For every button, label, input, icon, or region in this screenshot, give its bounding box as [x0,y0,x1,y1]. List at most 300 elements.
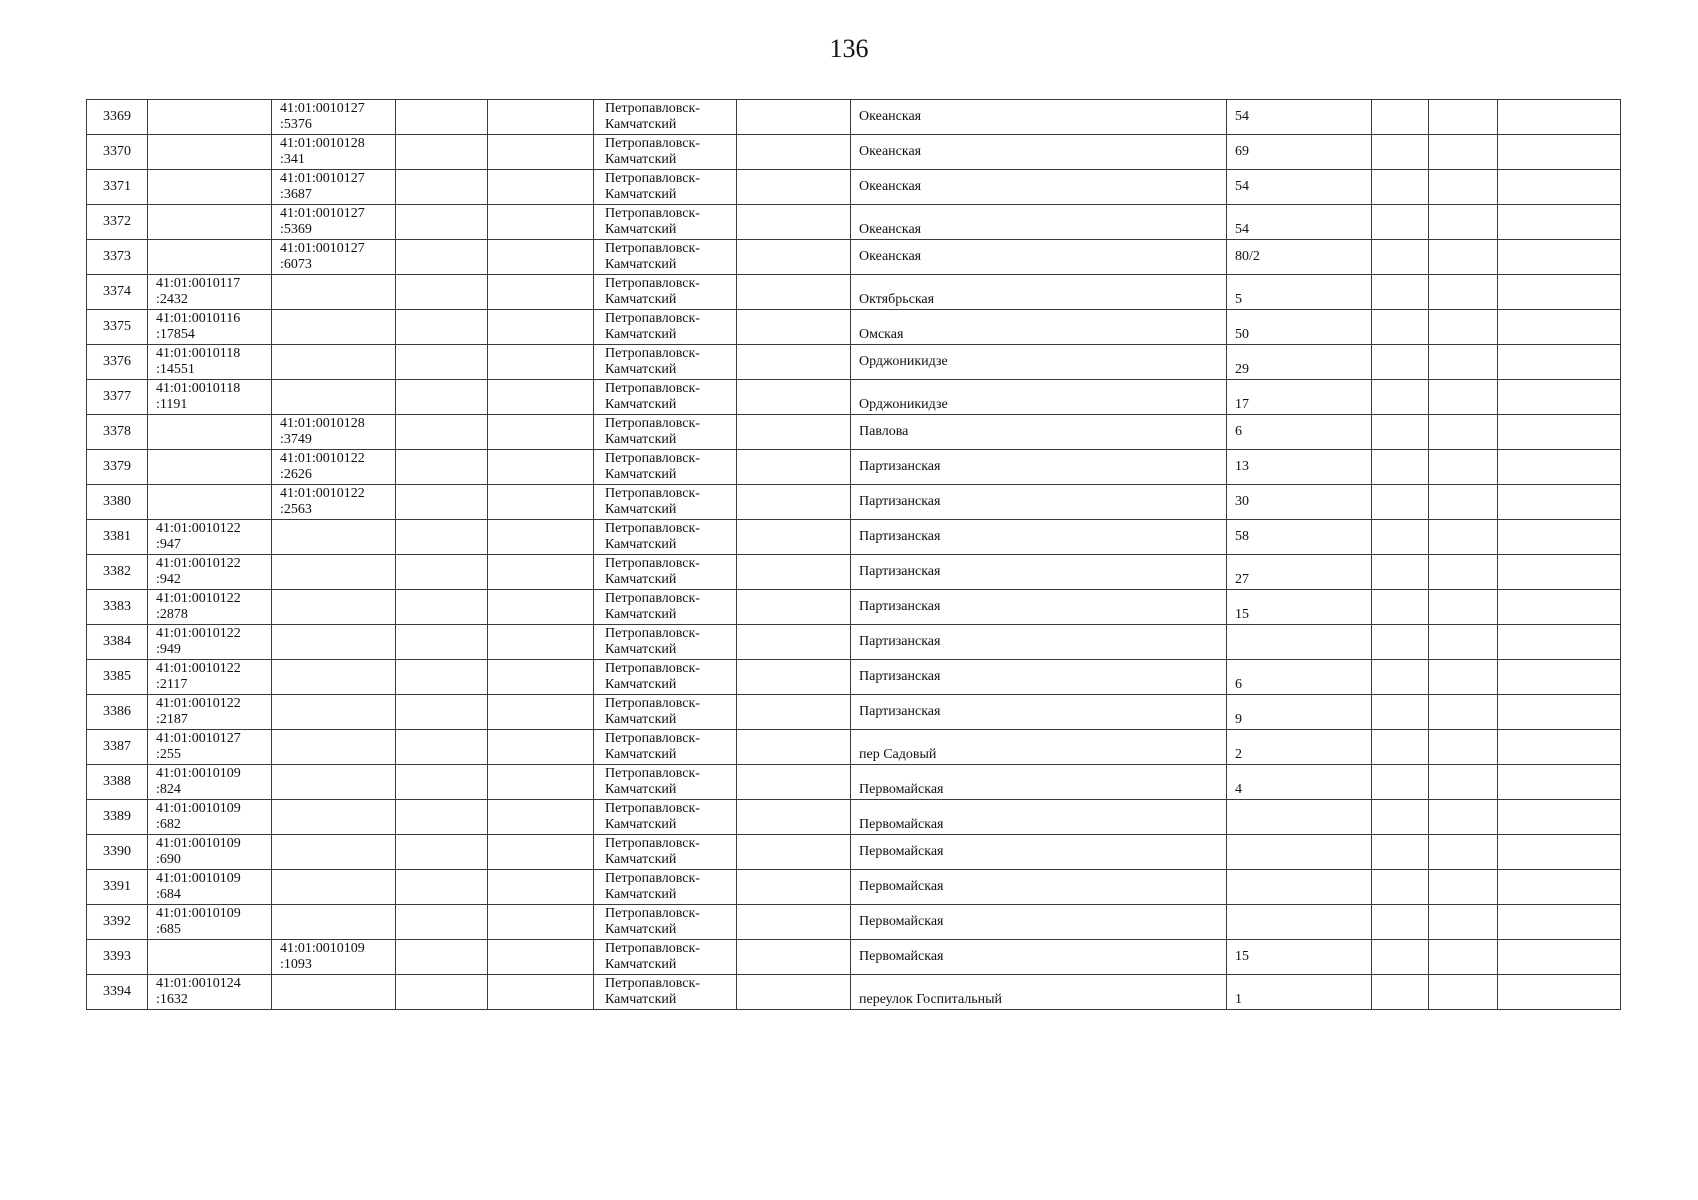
cadastral-number-alt-cell [272,100,396,135]
empty-cell [1498,135,1621,170]
cadastral-number-alt-cell [272,660,396,695]
house-number-cell: 6 [1227,415,1372,450]
city-line-1: Петропавловск- [605,136,700,151]
cadastral-number-line-1: 41:01:0010124 [156,976,241,991]
empty-cell [1498,660,1621,695]
city-line-1: Петропавловск- [605,801,700,816]
cadastral-number-alt-line-2: :3687 [280,187,312,202]
house-number-cell: 54 [1227,205,1372,240]
cadastral-number-alt-cell [272,310,396,345]
empty-cell [737,730,851,765]
city-line-2: Камчатский [605,957,677,972]
cadastral-number-line-2: :2117 [156,677,188,692]
cadastral-number-line-2: :942 [156,572,181,587]
cadastral-number-alt-line-1: 41:01:0010128 [280,136,365,151]
cadastral-number-cell [148,450,272,485]
city-line-1: Петропавловск- [605,241,700,256]
cadastral-number-line-2: :17854 [156,327,195,342]
empty-cell [1372,730,1429,765]
page-number: 136 [829,34,869,63]
empty-cell [1498,905,1621,940]
cadastral-number-line-2: :2878 [156,607,188,622]
city-cell [594,660,737,695]
city-line-1: Петропавловск- [605,836,700,851]
cadastral-number-alt-line-2: :1093 [280,957,312,972]
row-number-cell: 3370 [87,135,148,170]
cadastral-number-line-1: 41:01:0010109 [156,836,241,851]
city-line-2: Камчатский [605,852,677,867]
house-number-cell [1227,800,1372,835]
table-row [87,380,1621,415]
row-number-cell: 3380 [87,485,148,520]
table-row [87,660,1621,695]
cadastral-number-alt-line-1: 41:01:0010109 [280,941,365,956]
cadastral-number-line-2: :2432 [156,292,188,307]
table-row [87,835,1621,870]
table-row [87,590,1621,625]
cadastral-number-alt-line-2: :5376 [280,117,312,132]
empty-cell [488,975,594,1010]
house-number-cell [1227,835,1372,870]
empty-cell [1429,800,1498,835]
cadastral-number-alt-cell [272,380,396,415]
cadastral-number-line-1: 41:01:0010109 [156,801,241,816]
empty-cell [396,905,488,940]
cadastral-number-alt-cell [272,975,396,1010]
empty-cell [1429,170,1498,205]
city-line-2: Камчатский [605,152,677,167]
empty-cell [396,590,488,625]
cadastral-number-line-1: 41:01:0010122 [156,521,241,536]
empty-cell [488,625,594,660]
city-cell [594,835,737,870]
empty-cell [396,555,488,590]
empty-cell [1372,520,1429,555]
cadastral-number-cell [148,100,272,135]
row-number-cell: 3371 [87,170,148,205]
empty-cell [396,870,488,905]
cadastral-number-alt-line-2: :6073 [280,257,312,272]
cadastral-number-cell [148,975,272,1010]
city-cell [594,905,737,940]
empty-cell [488,590,594,625]
empty-cell [1498,765,1621,800]
street-cell: Омская [851,310,1227,345]
table-row [87,485,1621,520]
city-line-2: Камчатский [605,712,677,727]
cadastral-number-line-1: 41:01:0010109 [156,906,241,921]
cadastral-number-line-1: 41:01:0010116 [156,311,241,326]
empty-cell [488,660,594,695]
empty-cell [737,765,851,800]
row-number-cell: 3386 [87,695,148,730]
cadastral-number-line-1: 41:01:0010122 [156,696,241,711]
city-line-2: Камчатский [605,327,677,342]
table-row [87,240,1621,275]
cadastral-number-alt-cell [272,275,396,310]
empty-cell [396,100,488,135]
empty-cell [488,100,594,135]
city-line-2: Камчатский [605,572,677,587]
cadastral-number-cell [148,135,272,170]
empty-cell [1498,625,1621,660]
empty-cell [396,835,488,870]
city-cell [594,625,737,660]
empty-cell [1372,660,1429,695]
cadastral-number-cell [148,835,272,870]
street-cell: Партизанская [851,590,1227,625]
empty-cell [1372,870,1429,905]
empty-cell [488,870,594,905]
house-number-cell [1227,905,1372,940]
cadastral-number-alt-line-1: 41:01:0010127 [280,241,365,256]
city-cell [594,765,737,800]
street-cell: переулок Госпитальный [851,975,1227,1010]
street-cell: Океанская [851,240,1227,275]
row-number-cell: 3374 [87,275,148,310]
house-number-cell: 54 [1227,170,1372,205]
street-cell: Партизанская [851,625,1227,660]
row-number-cell: 3378 [87,415,148,450]
empty-cell [488,485,594,520]
empty-cell [488,275,594,310]
empty-cell [1498,870,1621,905]
empty-cell [488,345,594,380]
city-line-2: Камчатский [605,362,677,377]
empty-cell [1372,310,1429,345]
table-row [87,310,1621,345]
empty-cell [1498,170,1621,205]
city-line-2: Камчатский [605,992,677,1007]
empty-cell [396,450,488,485]
street-cell: Партизанская [851,520,1227,555]
cadastral-number-alt-cell [272,170,396,205]
city-cell [594,485,737,520]
empty-cell [1429,765,1498,800]
empty-cell [737,450,851,485]
cadastral-number-line-2: :1191 [156,397,188,412]
empty-cell [1429,520,1498,555]
city-cell [594,135,737,170]
empty-cell [1372,695,1429,730]
empty-cell [1429,135,1498,170]
table-row [87,765,1621,800]
street-cell: Партизанская [851,660,1227,695]
cadastral-number-alt-line-1: 41:01:0010122 [280,451,365,466]
city-line-2: Камчатский [605,467,677,482]
city-cell [594,940,737,975]
city-cell [594,205,737,240]
street-cell: Первомайская [851,800,1227,835]
row-number-cell: 3392 [87,905,148,940]
city-line-1: Петропавловск- [605,626,700,641]
row-number-cell: 3390 [87,835,148,870]
cadastral-number-line-2: :685 [156,922,181,937]
empty-cell [1372,380,1429,415]
city-cell [594,100,737,135]
empty-cell [737,135,851,170]
empty-cell [1372,275,1429,310]
city-line-1: Петропавловск- [605,311,700,326]
house-number-cell [1227,625,1372,660]
city-line-2: Камчатский [605,397,677,412]
cadastral-number-cell [148,205,272,240]
empty-cell [1429,485,1498,520]
empty-cell [1372,485,1429,520]
house-number-cell: 15 [1227,940,1372,975]
city-cell [594,275,737,310]
empty-cell [1498,415,1621,450]
empty-cell [1498,590,1621,625]
cadastral-number-alt-cell [272,730,396,765]
table-row [87,800,1621,835]
empty-cell [396,170,488,205]
empty-cell [737,310,851,345]
cadastral-number-cell [148,625,272,660]
cadastral-number-line-2: :255 [156,747,181,762]
street-cell: Первомайская [851,940,1227,975]
empty-cell [488,940,594,975]
street-cell: Партизанская [851,485,1227,520]
house-number-cell [1227,870,1372,905]
empty-cell [488,800,594,835]
house-number-cell: 5 [1227,275,1372,310]
empty-cell [1372,590,1429,625]
empty-cell [1429,660,1498,695]
empty-cell [1498,730,1621,765]
empty-cell [396,765,488,800]
house-number-cell: 17 [1227,380,1372,415]
city-line-2: Камчатский [605,642,677,657]
city-line-2: Камчатский [605,432,677,447]
cadastral-number-cell [148,730,272,765]
city-cell [594,415,737,450]
empty-cell [396,800,488,835]
cadastral-number-alt-cell [272,450,396,485]
empty-cell [1429,310,1498,345]
empty-cell [396,695,488,730]
house-number-cell: 80/2 [1227,240,1372,275]
empty-cell [737,205,851,240]
street-cell: Октябрьская [851,275,1227,310]
row-number-cell: 3384 [87,625,148,660]
house-number-cell: 27 [1227,555,1372,590]
city-cell [594,170,737,205]
table-row [87,625,1621,660]
empty-cell [737,625,851,660]
empty-cell [737,240,851,275]
empty-cell [1429,625,1498,660]
row-number-cell: 3369 [87,100,148,135]
city-line-1: Петропавловск- [605,731,700,746]
cadastral-number-cell [148,555,272,590]
cadastral-number-alt-line-1: 41:01:0010127 [280,206,365,221]
empty-cell [488,310,594,345]
city-line-1: Петропавловск- [605,206,700,221]
table-row [87,695,1621,730]
house-number-cell: 6 [1227,660,1372,695]
table-row [87,940,1621,975]
row-number-cell: 3376 [87,345,148,380]
cadastral-number-cell [148,660,272,695]
cadastral-number-alt-cell [272,800,396,835]
empty-cell [1498,205,1621,240]
empty-cell [737,275,851,310]
city-cell [594,555,737,590]
cadastral-number-cell [148,240,272,275]
empty-cell [1429,345,1498,380]
empty-cell [488,520,594,555]
row-number-cell: 3381 [87,520,148,555]
empty-cell [488,135,594,170]
cadastral-number-alt-cell [272,555,396,590]
city-line-2: Камчатский [605,292,677,307]
empty-cell [737,555,851,590]
empty-cell [396,275,488,310]
empty-cell [737,940,851,975]
cadastral-number-line-2: :14551 [156,362,195,377]
table-row [87,275,1621,310]
cadastral-number-alt-line-1: 41:01:0010127 [280,171,365,186]
empty-cell [488,765,594,800]
cadastral-number-line-1: 41:01:0010118 [156,346,241,361]
cadastral-number-alt-cell [272,135,396,170]
city-line-1: Петропавловск- [605,766,700,781]
empty-cell [737,660,851,695]
cadastral-number-cell [148,520,272,555]
city-line-2: Камчатский [605,257,677,272]
empty-cell [1498,345,1621,380]
empty-cell [737,870,851,905]
cadastral-number-line-2: :1632 [156,992,188,1007]
house-number-cell: 50 [1227,310,1372,345]
cadastral-number-cell [148,275,272,310]
empty-cell [1429,695,1498,730]
table-row [87,975,1621,1010]
cadastral-number-cell [148,590,272,625]
empty-cell [1498,520,1621,555]
cadastral-number-alt-cell [272,625,396,660]
empty-cell [1372,450,1429,485]
cadastral-number-cell [148,380,272,415]
row-number-cell: 3387 [87,730,148,765]
empty-cell [1498,800,1621,835]
row-number-cell: 3388 [87,765,148,800]
empty-cell [488,415,594,450]
street-cell: Первомайская [851,870,1227,905]
city-line-1: Петропавловск- [605,696,700,711]
empty-cell [1429,240,1498,275]
row-number-cell: 3379 [87,450,148,485]
registry-body [87,100,1621,1010]
empty-cell [737,100,851,135]
city-cell [594,975,737,1010]
empty-cell [1372,975,1429,1010]
empty-cell [396,730,488,765]
empty-cell [737,380,851,415]
empty-cell [488,695,594,730]
cadastral-number-alt-cell [272,590,396,625]
city-line-1: Петропавловск- [605,871,700,886]
row-number-cell: 3394 [87,975,148,1010]
cadastral-number-cell [148,800,272,835]
row-number-cell: 3375 [87,310,148,345]
row-number-cell: 3377 [87,380,148,415]
empty-cell [1372,345,1429,380]
empty-cell [396,310,488,345]
empty-cell [1372,905,1429,940]
cadastral-number-alt-line-2: :5369 [280,222,312,237]
city-line-1: Петропавловск- [605,276,700,291]
empty-cell [1429,555,1498,590]
empty-cell [1429,205,1498,240]
city-line-1: Петропавловск- [605,381,700,396]
city-line-1: Петропавловск- [605,556,700,571]
empty-cell [1498,695,1621,730]
street-cell: Партизанская [851,450,1227,485]
cadastral-number-line-2: :2187 [156,712,188,727]
house-number-cell: 1 [1227,975,1372,1010]
table-row [87,730,1621,765]
city-line-1: Петропавловск- [605,416,700,431]
cadastral-number-cell [148,905,272,940]
city-cell [594,520,737,555]
empty-cell [1498,450,1621,485]
cadastral-number-cell [148,765,272,800]
cadastral-number-line-1: 41:01:0010109 [156,766,241,781]
cadastral-number-alt-cell [272,345,396,380]
table-row [87,870,1621,905]
empty-cell [1372,100,1429,135]
cadastral-number-alt-cell [272,835,396,870]
table-row [87,520,1621,555]
empty-cell [1372,205,1429,240]
cadastral-number-line-1: 41:01:0010122 [156,626,241,641]
cadastral-number-cell [148,940,272,975]
house-number-cell: 15 [1227,590,1372,625]
cadastral-number-line-2: :682 [156,817,181,832]
empty-cell [1372,240,1429,275]
city-line-2: Камчатский [605,502,677,517]
cadastral-number-cell [148,345,272,380]
empty-cell [396,485,488,520]
table-row [87,170,1621,205]
cadastral-number-alt-cell [272,520,396,555]
city-line-1: Петропавловск- [605,451,700,466]
cadastral-number-alt-line-2: :341 [280,152,305,167]
empty-cell [396,520,488,555]
house-number-cell: 30 [1227,485,1372,520]
row-number-cell: 3389 [87,800,148,835]
empty-cell [1372,135,1429,170]
empty-cell [396,660,488,695]
street-cell: Океанская [851,205,1227,240]
street-cell: Океанская [851,170,1227,205]
empty-cell [1429,275,1498,310]
empty-cell [1429,940,1498,975]
street-cell: Первомайская [851,905,1227,940]
empty-cell [737,520,851,555]
cadastral-number-cell [148,170,272,205]
empty-cell [1429,870,1498,905]
empty-cell [488,555,594,590]
cadastral-number-cell [148,695,272,730]
street-cell: Первомайская [851,765,1227,800]
house-number-cell: 4 [1227,765,1372,800]
empty-cell [1429,730,1498,765]
house-number-cell: 54 [1227,100,1372,135]
cadastral-number-cell [148,415,272,450]
